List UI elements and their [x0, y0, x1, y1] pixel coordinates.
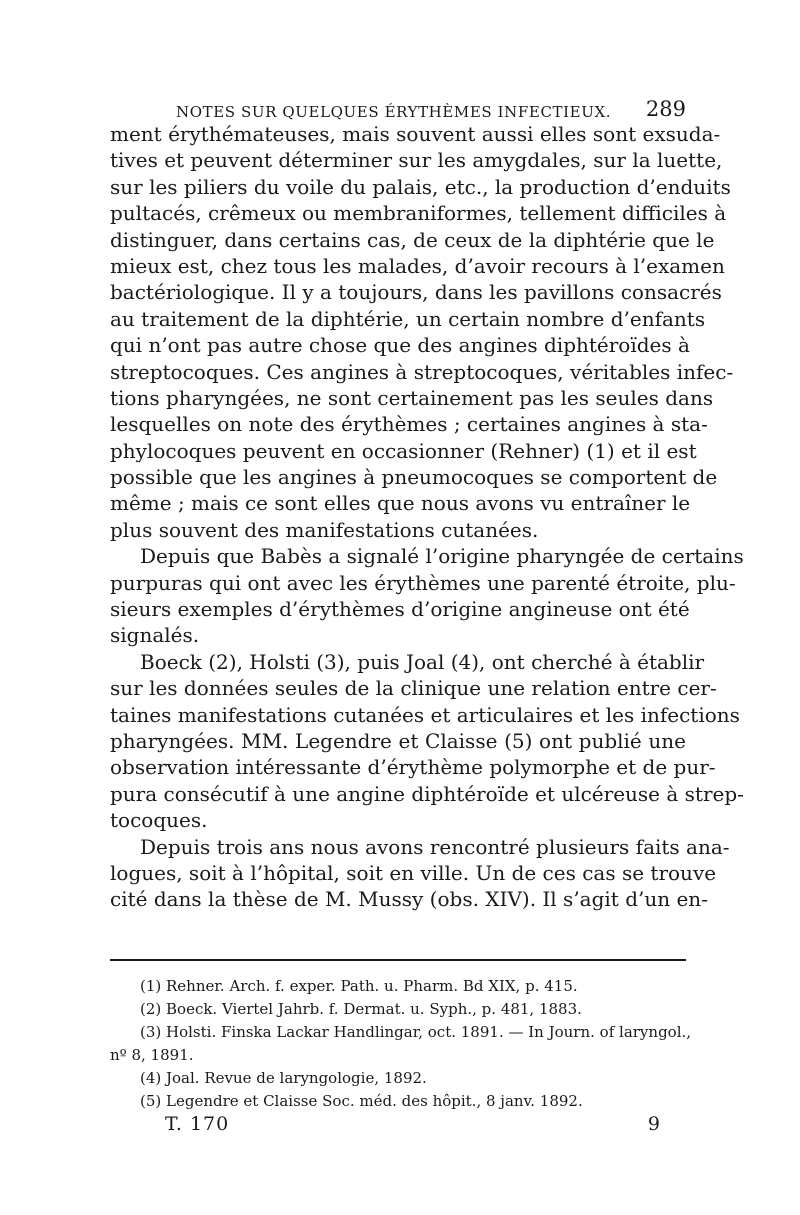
body-line: tions pharyngées, ne sont certainement pas les seules dans [110, 385, 714, 410]
body-line: Boeck (2), Holsti (3), puis Joal (4), ont cherché à établir [140, 649, 705, 674]
body-line: phylocoques peuvent en occasionner (Rehner) (1) et il est [110, 438, 697, 463]
body-line: purpuras qui ont avec les érythèmes une parenté étroite, plu- [110, 570, 736, 595]
page-footer [165, 1113, 660, 1141]
footnote: (4) Joal. Revue de laryngologie, 1892. [140, 1069, 427, 1087]
body-text [110, 121, 744, 913]
footnote: (5) Legendre et Claisse Soc. méd. des hôpit., 8 janv. 1892. [140, 1092, 583, 1110]
footnote: (1) Rehner. Arch. f. exper. Path. u. Pharm. Bd XIX, p. 415. [140, 977, 578, 995]
page-number: 289 [645, 97, 686, 121]
body-line: cité dans la thèse de M. Mussy (obs. XIV). Il s’agit d’un en- [110, 887, 708, 912]
body-line: pura consécutif à une angine diphtéroïde et ulcéreuse à strep- [110, 781, 744, 806]
signature-mark: 9 [647, 1113, 660, 1135]
body-line: distinguer, dans certains cas, de ceux de la diphtérie que le [110, 227, 715, 252]
body-line: bactériologique. Il y a toujours, dans les pavillons consacrés [110, 280, 722, 305]
printer-signature: T. 170 [165, 1113, 230, 1135]
footnote-continuation: nº 8, 1891. [110, 1046, 194, 1064]
body-line: observation intéressante d’érythème polymorphe et de pur- [110, 755, 716, 780]
footnote: (2) Boeck. Viertel Jahrb. f. Dermat. u. Syph., p. 481, 1883. [140, 1000, 582, 1018]
body-line: mieux est, chez tous les malades, d’avoir recours à l’examen [110, 253, 725, 278]
body-line: Depuis trois ans nous avons rencontré plusieurs faits ana- [140, 834, 730, 859]
body-line: tocoques. [110, 808, 208, 833]
body-line: Depuis que Babès a signalé l’origine pharyngée de certains [140, 544, 744, 569]
body-line: sur les piliers du voile du palais, etc., la production d’enduits [110, 174, 731, 199]
body-line: au traitement de la diphtérie, un certain nombre d’enfants [110, 306, 706, 331]
body-line: logues, soit à l’hôpital, soit en ville. Un de ces cas se trouve [110, 860, 717, 885]
footnotes [110, 975, 692, 1113]
body-line: signalés. [110, 623, 200, 648]
running-head: NOTES SUR QUELQUES ÉRYTHÈMES INFECTIEUX. [176, 103, 612, 121]
body-line: plus souvent des manifestations cutanées. [110, 517, 539, 542]
body-line: qui n’ont pas autre chose que des angines diphtéroïdes à [110, 333, 690, 358]
body-line: sur les données seules de la clinique une relation entre cer- [110, 676, 717, 701]
footnote: (3) Holsti. Finska Lackar Handlingar, oct. 1891. — In Journ. of laryngol., [140, 1023, 692, 1041]
body-line: ment érythémateuses, mais souvent aussi elles sont exsuda- [110, 122, 721, 146]
body-line: streptocoques. Ces angines à streptocoques, véritables infec- [110, 359, 734, 384]
body-line: possible que les angines à pneumocoques se comportent de [110, 465, 718, 490]
body-line: même ; mais ce sont elles que nous avons vu entraîner le [110, 491, 691, 516]
body-line: sieurs exemples d’érythèmes d’origine angineuse ont été [110, 597, 690, 622]
body-line: tives et peuvent déterminer sur les amygdales, sur la luette, [110, 148, 723, 173]
body-line: lesquelles on note des érythèmes ; certaines angines à sta- [110, 412, 708, 437]
body-line: taines manifestations cutanées et articulaires et les infections [110, 702, 740, 727]
body-line: pultacés, crêmeux ou membraniformes, tellement difficiles à [110, 201, 727, 226]
body-line: pharyngées. MM. Legendre et Claisse (5) ont publié une [110, 728, 686, 753]
footnote-divider [110, 959, 686, 961]
